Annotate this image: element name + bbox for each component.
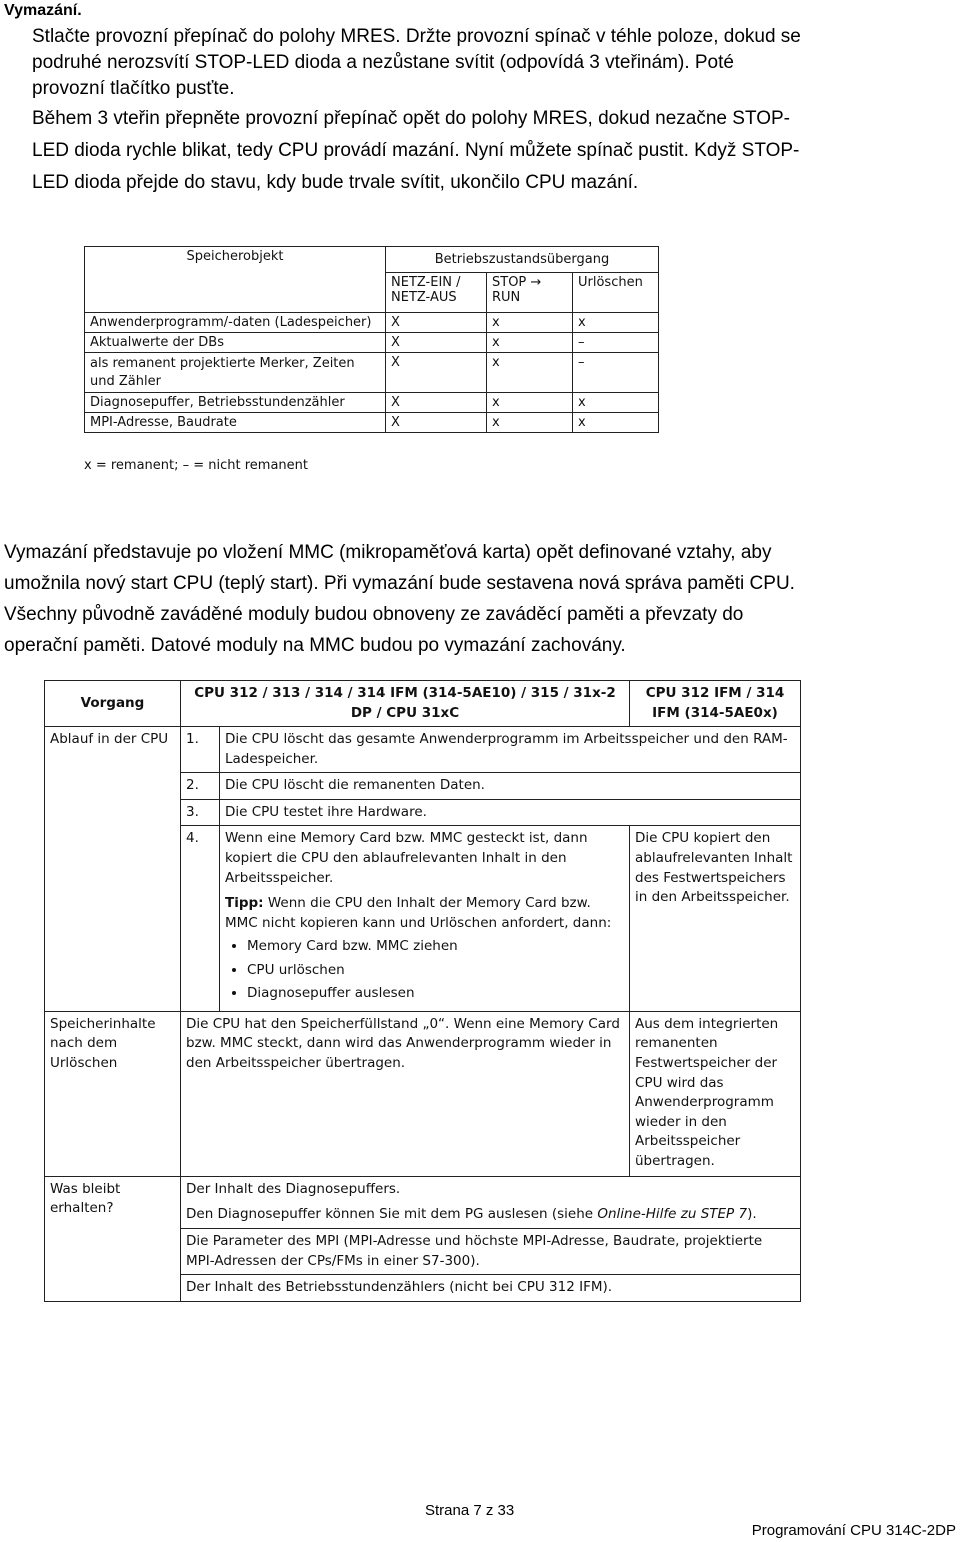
step-number: 2. [181, 773, 220, 800]
intro-line: provozní tlačítko pusťte. [32, 78, 235, 100]
col-header-vorgang: Vorgang [45, 681, 181, 727]
bleibt-row: Der Inhalt des Diagnosepuffers. [181, 1176, 801, 1202]
cell: X [386, 333, 487, 353]
row-label: Diagnosepuffer, Betriebsstundenzähler [85, 393, 386, 413]
cell: x [487, 393, 573, 413]
bleibt-label: Was bleibt erhalten? [45, 1176, 181, 1301]
tip-item: • Diagnosepuffer auslesen [247, 984, 624, 1004]
step-text: Die CPU testet ihre Hardware. [220, 799, 801, 826]
cell: x [487, 313, 573, 333]
cell: x [573, 313, 659, 333]
tip-item: • CPU urlöschen [247, 961, 624, 981]
cell: X [386, 313, 487, 333]
speicher-text-b: Aus dem integrierten remanenten Festwertspeicher der CPU wird das Anwenderprogramm wieder in den Arbeitsspeicher übertragen. [630, 1011, 801, 1176]
row-label: MPI-Adresse, Baudrate [85, 413, 386, 433]
sub-header-power: NETZ-EIN / NETZ-AUS [386, 273, 487, 313]
cell: x [573, 393, 659, 413]
retention-table [84, 246, 659, 433]
para-line: Vymazání představuje po vložení MMC (mikropaměťová karta) opět definované vztahy, aby [4, 542, 772, 563]
row-label: Anwenderprogramm/-daten (Ladespeicher) [85, 313, 386, 333]
tip-text: Wenn die CPU den Inhalt der Memory Card bzw. MMC nicht kopieren kann und Urlöschen anfordert, dann: [225, 895, 612, 931]
step-text: Die CPU löscht die remanenten Daten. [220, 773, 801, 800]
reset-procedure-table [44, 680, 801, 1302]
page-number: Strana 7 z 33 [425, 1502, 515, 1519]
intro-line: Stlačte provozní přepínač do polohy MRES. Držte provozní spínač v téhle poloze, dokud se [32, 26, 801, 47]
cell: x [573, 413, 659, 433]
tip-list [225, 937, 624, 1004]
tip-block [225, 894, 624, 933]
step-4-alt: Die CPU kopiert den ablaufrelevanten Inhalt des Festwertspeichers in den Arbeitsspeicher. [630, 826, 801, 1012]
bleibt-row: Der Inhalt des Betriebsstundenzählers (nicht bei CPU 312 IFM). [181, 1275, 801, 1302]
row-label: als remanent projektierte Merker, Zeiten und Zähler [85, 353, 386, 393]
intro-line: LED dioda rychle blikat, tedy CPU provádí mazání. Nyní můžete spínač pustit. Když STOP- [32, 139, 800, 161]
bleibt-text: ). [747, 1206, 757, 1223]
cell: x [487, 353, 573, 393]
cell: X [386, 353, 487, 393]
intro-paragraph [32, 24, 952, 196]
bleibt-row [181, 1202, 801, 1228]
cell: – [573, 353, 659, 393]
intro-line: LED dioda přejde do stavu, kdy bude trvale svítit, ukončilo CPU mazání. [32, 172, 639, 194]
speicher-label: Speicherinhalte nach dem Urlöschen [45, 1011, 181, 1176]
document-title: Programování CPU 314C-2DP [751, 1522, 956, 1539]
sub-header-stop-run: STOP → RUN [487, 273, 573, 313]
sub-header-reset: Urlöschen [573, 273, 659, 313]
cell: – [573, 333, 659, 353]
bleibt-text: Den Diagnosepuffer können Sie mit dem PG auslesen (siehe [186, 1206, 598, 1223]
col-header-transition: Betriebszustandsübergang [386, 247, 659, 273]
row-label: Aktualwerte der DBs [85, 333, 386, 353]
cell: X [386, 393, 487, 413]
para-line: umožnila nový start CPU (teplý start). Při vymazání bude sestavena nová správa paměti CPU. [4, 572, 795, 594]
cell: x [487, 333, 573, 353]
cell: X [386, 413, 487, 433]
section-heading: Vymazání. [4, 2, 82, 19]
cell: x [487, 413, 573, 433]
step-number: 3. [181, 799, 220, 826]
step-number: 4. [181, 826, 220, 1012]
step-text: Wenn eine Memory Card bzw. MMC gesteckt ist, dann kopiert die CPU den ablaufrelevanten Inhalt in den Arbeitsspeicher. [225, 830, 588, 886]
para-line: Všechny původně zaváděné moduly budou obnoveny ze zaváděcí paměti a převzaty do [4, 603, 744, 625]
second-paragraph [4, 538, 956, 662]
para-line: operační paměti. Datové moduly na MMC budou po vymazání zachovány. [4, 634, 626, 656]
col-header-cpu-b: CPU 312 IFM / 314 IFM (314-5AE0x) [630, 681, 801, 727]
intro-line: podruhé nerozsvítí STOP-LED dioda a nezůstane svítit (odpovídá 3 vteřinám). Poté [32, 52, 734, 74]
table-legend: x = remanent; – = nicht remanent [84, 458, 309, 473]
speicher-text-a: Die CPU hat den Speicherfüllstand „0“. Wenn eine Memory Card bzw. MMC steckt, dann wird das Anwenderprogramm wieder in den Arbeitsspeicher übertragen. [181, 1011, 630, 1176]
bleibt-row: Die Parameter des MPI (MPI-Adresse und höchste MPI-Adresse, Baudrate, projektierte MPI-Adressen der CPs/FMs in einer S7-300). [181, 1229, 801, 1275]
col-header-cpu-a: CPU 312 / 313 / 314 / 314 IFM (314-5AE10) / 315 / 31x-2 DP / CPU 31xC [181, 681, 630, 727]
ablauf-label: Ablauf in der CPU [45, 727, 181, 1012]
bleibt-link-text: Online-Hilfe zu STEP 7 [597, 1206, 748, 1223]
intro-line: Během 3 vteřin přepněte provozní přepínač opět do polohy MRES, dokud nezačne STOP- [32, 107, 790, 129]
col-header-object: Speicherobjekt [85, 247, 386, 313]
step-text: Die CPU löscht das gesamte Anwenderprogramm im Arbeitsspeicher und den RAM-Ladespeicher. [220, 727, 801, 773]
step-number: 1. [181, 727, 220, 773]
step-4-cell [220, 826, 630, 1012]
tip-item: • Memory Card bzw. MMC ziehen [247, 937, 624, 957]
tip-label: Tipp: [225, 895, 264, 912]
